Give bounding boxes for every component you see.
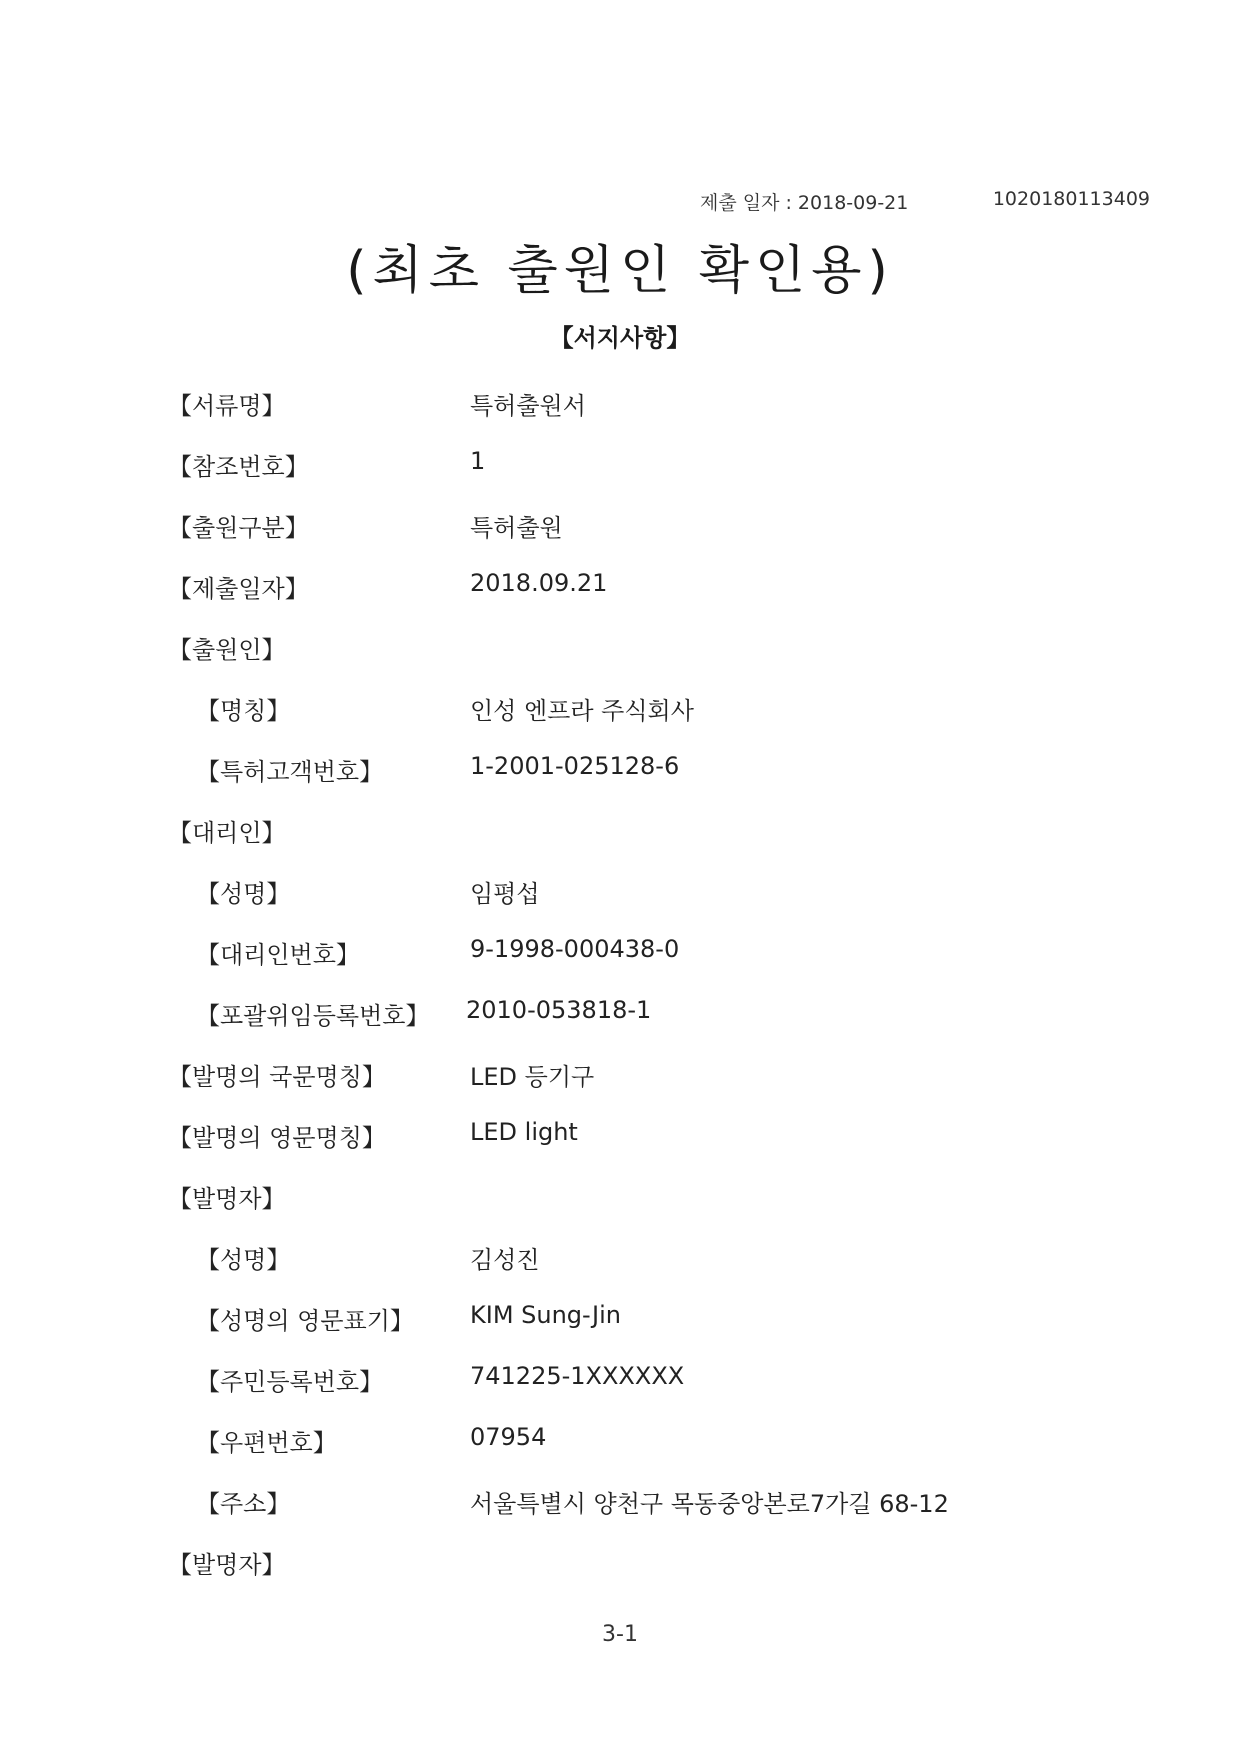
- field-label: 【발명자】: [168, 1185, 286, 1213]
- field-label: 【주소】: [196, 1490, 291, 1518]
- field-value: 1-2001-025128-6: [470, 752, 680, 780]
- page-number: 3-1: [602, 1622, 638, 1647]
- field-label: 【성명의 영문표기】: [196, 1307, 414, 1335]
- field-value: 인성 엔프라 주식회사: [470, 697, 694, 725]
- section-title: 【서지사항】: [549, 324, 691, 352]
- field-label: 【주민등록번호】: [196, 1368, 384, 1396]
- field-value: 1: [470, 447, 486, 475]
- field-customer-number: [0, 752, 1240, 792]
- field-label: 【발명의 국문명칭】: [168, 1063, 386, 1091]
- field-label: 【대리인번호】: [196, 941, 360, 969]
- field-inventor-name: [0, 1240, 1240, 1280]
- field-label: 【우편번호】: [196, 1429, 337, 1457]
- field-label: 【대리인】: [168, 819, 286, 847]
- field-value: 9-1998-000438-0: [470, 935, 680, 963]
- field-label: 【성명】: [196, 880, 291, 908]
- field-address: [0, 1484, 1240, 1524]
- field-title-korean: [0, 1057, 1240, 1097]
- field-postal-code: [0, 1423, 1240, 1463]
- field-value: 서울특별시 양천구 목동중앙본로7가길 68-12: [470, 1490, 949, 1518]
- field-resident-number: [0, 1362, 1240, 1402]
- field-label: 【제출일자】: [168, 575, 309, 603]
- field-label: 【명칭】: [196, 697, 291, 725]
- document-title: (최초 출원인 확인용): [346, 241, 894, 301]
- application-number: 1020180113409: [992, 188, 1150, 210]
- field-label: 【포괄위임등록번호】: [196, 1002, 430, 1030]
- field-value: 김성진: [470, 1246, 540, 1274]
- field-applicant: [0, 630, 1240, 670]
- field-label: 【특허고객번호】: [196, 758, 384, 786]
- field-document-name: [0, 386, 1240, 426]
- field-label: 【출원구분】: [168, 514, 309, 542]
- field-applicant-name: [0, 691, 1240, 731]
- field-value: 07954: [470, 1423, 547, 1451]
- field-agent-name: [0, 874, 1240, 914]
- field-application-type: [0, 508, 1240, 548]
- field-value: KIM Sung-Jin: [470, 1301, 621, 1329]
- field-power-of-attorney-number: [0, 996, 1240, 1036]
- header-line: [700, 188, 1150, 218]
- field-title-english: [0, 1118, 1240, 1158]
- field-label: 【서류명】: [168, 392, 286, 420]
- field-value: LED light: [470, 1118, 578, 1146]
- field-value: 741225-1XXXXXX: [470, 1362, 685, 1390]
- field-agent-number: [0, 935, 1240, 975]
- field-reference-number: [0, 447, 1240, 487]
- field-value: 임평섭: [470, 880, 540, 908]
- field-value: 2018.09.21: [470, 569, 608, 597]
- field-value: 특허출원서: [470, 392, 586, 420]
- field-agent: [0, 813, 1240, 853]
- field-label: 【발명의 영문명칭】: [168, 1124, 386, 1152]
- field-label: 【발명자】: [168, 1551, 286, 1579]
- field-value: 2010-053818-1: [466, 996, 652, 1024]
- field-label: 【참조번호】: [168, 453, 309, 481]
- field-inventor: [0, 1545, 1240, 1585]
- field-value: LED 등기구: [470, 1063, 595, 1091]
- field-label: 【출원인】: [168, 636, 286, 664]
- field-label: 【성명】: [196, 1246, 291, 1274]
- field-value: 특허출원: [470, 514, 563, 542]
- field-submission-date: [0, 569, 1240, 609]
- field-inventor-name-english: [0, 1301, 1240, 1341]
- submission-date: 제출 일자 : 2018-09-21: [700, 192, 909, 214]
- field-inventor: [0, 1179, 1240, 1219]
